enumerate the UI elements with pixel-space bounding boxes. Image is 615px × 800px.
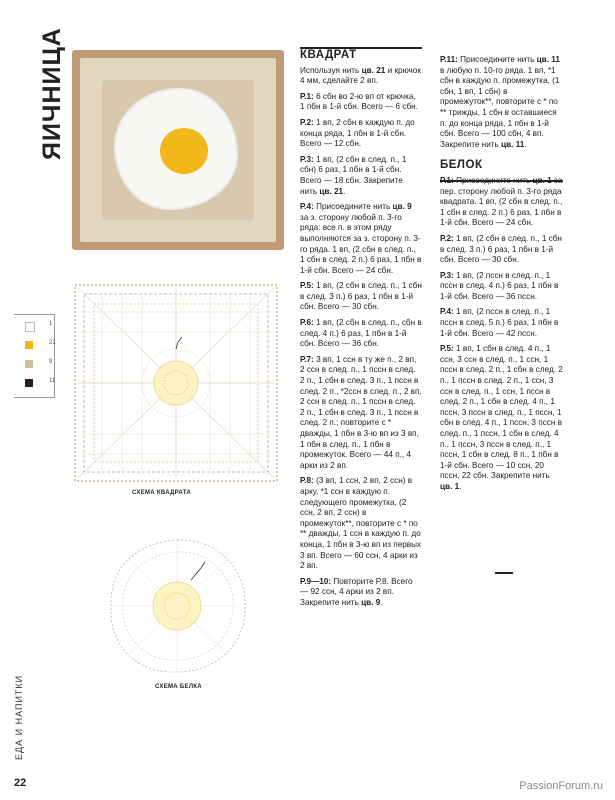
legend-label: 21 [49,340,56,346]
row-11: Р.11: Присоедините нить цв. 11 в любую п. 10-го ряда. 1 вп, *1 сбн в каждую п. промежутка, (1 сбн, 1 вп, 1 сбн) в промежуток**, повторите с * по ** трижды, 1 сбн в оставшиеся п. до конца ряда, 1 пбн в 1-й сбн. Всего — 100 сбн, 4 вп. Закрепите нить цв. 11. [440,55,560,149]
instruction-paragraph: Р.3: 1 вп, (2 сбн в след. п., 1 сбн) 6 раз, 1 пбн в 1-й сбн. Всего — 18 сбн. Закрепите нить цв. 21. [300,154,407,196]
legend-label: 11 [49,378,56,384]
crochet-egg-photo [72,50,284,250]
egg-white-chart-caption: СХЕМА БЕЛКА [155,684,202,690]
instruction-paragraph: Используя нить цв. 21 и крючок 4 мм, сделайте 2 вп. [300,65,421,86]
section-label: ЕДА И НАПИТКИ [14,674,24,760]
instruction-paragraph: Р.1: 6 сбн во 2-ю вп от крючка, 1 пбн в 1-й сбн. Всего — 6 сбн. [300,91,418,112]
color-legend [14,314,55,398]
section-heading-belok: БЕЛОК [440,159,483,172]
legend-swatch [25,341,33,349]
instruction-paragraph: Р.4: Присоедините нить цв. 9 за з. сторону любой п. 3-го ряда: все п. в этом ряду выполняются за з. сторону п. 3-го ряда. 1 вп, (2 сбн в след. п., 1 сбн в след. 2 п.) 6 раз, 1 пбн в 1-й сбн. Всего — 24 сбн. [300,202,422,275]
legend-swatch [25,379,33,387]
instruction-paragraph: Р.9—10: Повторите Р.8. Всего — 92 ссн, 4 арки из 2 вп. Закрепите нить цв. 9. [300,576,413,607]
instruction-paragraph: Р.8: (3 вп, 1 ссн, 2 вп, 2 ссн) в арку, *1 ссн в каждую п. следующего промежутка, (2 ссн, 2 вп, 2 ссн) в промежуток**, повторите с * по ** дважды, 1 ссн в каждую п. до конца, 1 пбн в 3-ю вп из первых 3 вп. Всего — 60 ссн, 4 арки из 2 вп. [300,476,422,571]
legend-swatch [25,322,35,332]
page-number: 22 [14,777,27,789]
white-row-5: Р.5: 1 вп, 1 сбн в след. 4 п., 1 ссн, 3 ссн в след. п., 1 ссн, 1 пссн в след. 2 п., 1 сбн в след. 2 п., 1 пссн в след. 2 п., 1 ссн, 3 ссн в след. п., 1 ссн, 1 пссн в след. 2 п., 1 сбн в след. 4 п., 1 пссн, 3 пссн в след. п., 1 пссн, 1 сбн в след. 4 п., 1 пссн, 3 пссн в след. п., 1 пссн, 1 сбн в след. 4 п., 1 пссн, 3 пссн в след. п., 1 пссн, 1 сбн в след. 8 п., 1 пбн в 1-й сбн. Всего — 10 ссн, 20 пссн, 22 сбн. Закрепите нить цв. 1. [440,344,563,491]
white-row-3: Р.3: 1 вп, (2 пссн в след. п., 1 пссн в след. 4 п.) 6 раз, 1 пбн в 1-й сбн. Всего — 36 пссн. [440,270,559,301]
legend-label: 1 [49,321,53,327]
instruction-paragraph: Р.5: 1 вп, (2 сбн в след. п., 1 сбн в след. 3 п.) 6 раз, 1 пбн в 1-й сбн. Всего — 30 сбн. [300,281,422,312]
instruction-paragraph: Р.2: 1 вп, 2 сбн в каждую п. до конца ряда, 1 пбн в 1-й сбн. Всего — 12 сбн. [300,117,415,149]
instruction-paragraph: Р.7: 3 вп, 1 ссн в ту же п., 2 вп, 2 ссн в след. п., 1 пссн в след. 2 п., 1 сбн в след. 3 п., 1 пссн в след. 2 п., *2ссн в след. п., 2 вп, 2 ссн в след. п., 1 пссн в след. 2 п., 1 сбн в след. 3 п., 1 пссн в след. 2 п.; повторите с * дважды, 1 пбн в 3-ю вп из 3 вп, 1 пбн в след. п., 1 пбн в промежуток. Всего — 44 п., 4 арки из 2 вп. [300,354,422,470]
end-mark [495,572,513,574]
white-row-1: Р.1: Присоедините нить цв. 1 за пер. сторону любой п. 3-го ряда квадрата. 1 вп, (2 сбн в след. п., 1 сбн в след. 2 п.) 6 раз, 1 пбн в 1-й сбн. Всего — 24 сбн. [440,175,563,228]
square-instructions [300,50,422,614]
egg-white-chart-diagram [105,536,250,676]
egg-yolk-shape [160,128,208,174]
watermark: PassionForum.ru [519,780,603,792]
egg-white-instructions [440,55,563,498]
section-heading-kvadrat: КВАДРАТ [300,49,357,61]
white-row-4: Р.4: 1 вп, (2 пссн в след. п., 1 пссн в след. 5 п.) 6 раз, 1 пбн в 1-й сбн. Всего — 42 пссн. [440,307,559,338]
white-row-2: Р.2: 1 вп, (2 сбн в след. п., 1 сбн в след. 3 п.) 6 раз, 1 пбн в 1-й сбн. Всего — 30 сбн. [440,233,562,265]
legend-swatch [25,360,33,368]
square-chart-caption: СХЕМА КВАДРАТА [132,490,191,496]
instruction-paragraph: Р.6: 1 вп, (2 сбн в след. п., сбн в след. 4 п.) 6 раз, 1 пбн в 1-й сбн. Всего — 36 сбн. [300,318,422,349]
square-chart-diagram [72,282,280,484]
legend-label: 9 [49,359,53,365]
page-title: ЯИЧНИЦА [38,27,66,160]
